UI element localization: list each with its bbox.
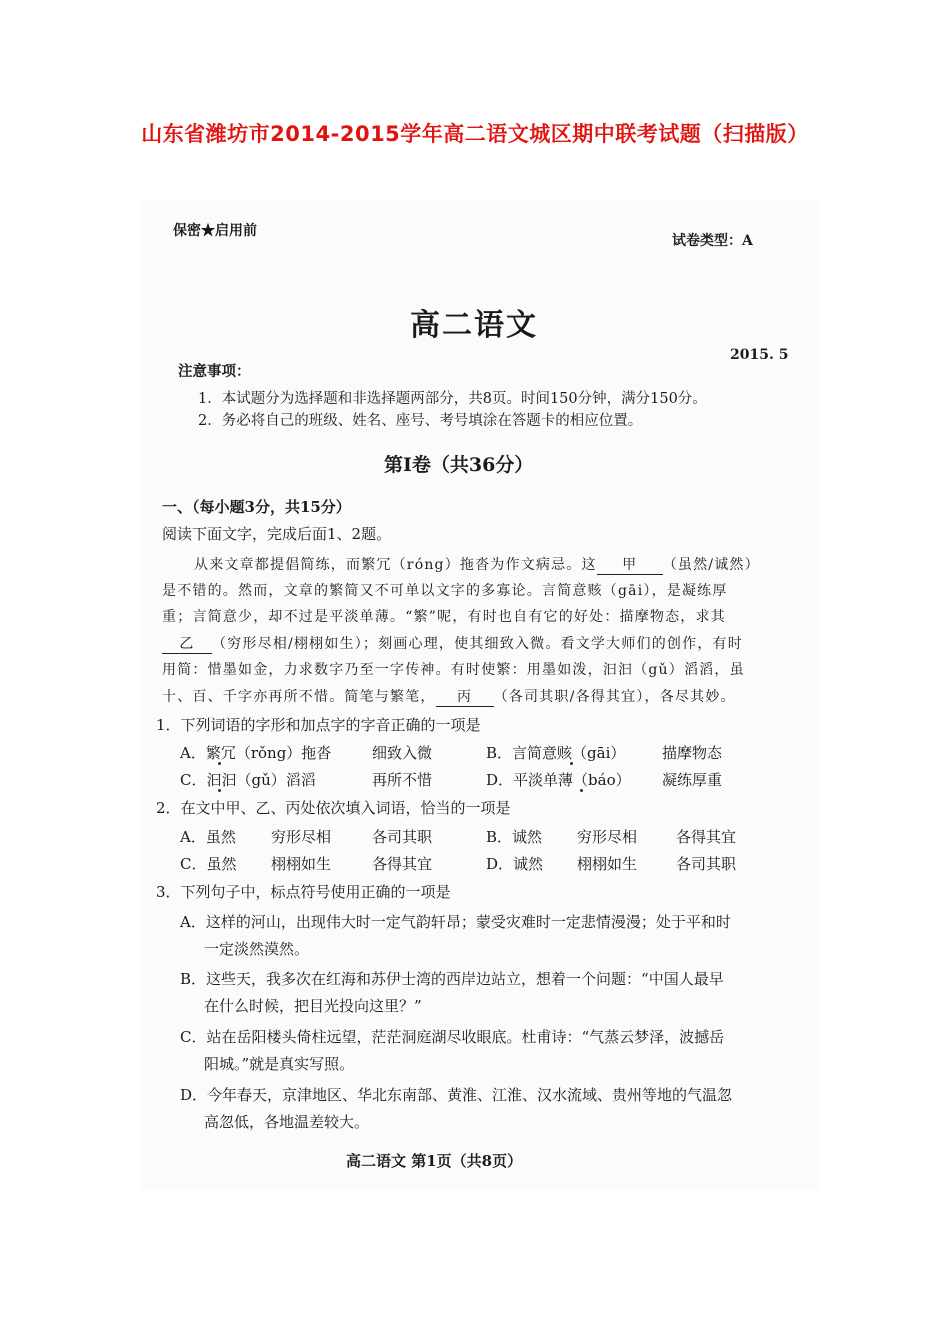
q3-option-c-line-2: 阳城。”就是真实写照。 [204,1055,355,1073]
q3-option-a-line-2: 一定淡然漠然。 [204,940,310,958]
q2-option-d-3: 各司其职 [676,855,737,873]
q1-option-c: C．汩汩（gǔ）滔滔 [180,771,316,789]
question-3-stem: 3．下列句子中，标点符号使用正确的一项是 [156,883,451,901]
q3-option-c-line-1: C．站在岳阳楼头倚柱远望，茫茫洞庭湖尽收眼底。杜甫诗：“气蒸云梦泽，波撼岳 [180,1028,725,1046]
q2-option-c-1: C．虽然 [180,855,237,873]
passage-line-2: 是不错的。然而，文章的繁简又不可单以文字的多寡论。言简意赅（gāi），是凝练厚 [162,583,728,599]
q1-option-b: B．言简意赅（gāi） [486,744,626,762]
blank-yi: 乙 [162,633,212,654]
q2-option-c-2: 栩栩如生 [271,855,332,873]
notice-item-1: 1．本试题分为选择题和非选择题两部分，共8页。时间150分钟，满分150分。 [198,391,707,407]
volume-heading: 第Ⅰ卷（共36分） [384,454,534,476]
q2-option-a-2: 穷形尽相 [271,828,332,846]
passage-line-1: 从来文章都提倡简练，而繁冗（róng）拖沓为作文病忌。这 甲 （虽然/诚然） [194,554,760,575]
emphasis-dot [218,789,221,792]
q1-option-a-word: 细致入微 [372,744,433,762]
q2-option-b-1: B．诚然 [486,828,543,846]
q2-option-b-2: 穷形尽相 [577,828,638,846]
passage-line-6: 十、百、千字亦再所不惜。简笔与繁笔， 丙 （各司其职/各得其宜），各尽其妙。 [162,686,736,707]
q1-option-d-word: 凝练厚重 [662,771,723,789]
page-footer: 高二语文 第1页（共8页） [346,1152,523,1170]
q2-option-d-2: 栩栩如生 [577,855,638,873]
emphasis-dot [570,762,573,765]
q1-option-a: A．繁冗（rǒng）拖沓 [180,744,332,762]
q3-option-d-line-2: 高忽低，各地温差较大。 [204,1113,370,1131]
q3-option-d-line-1: D．今年春天，京津地区、华北东南部、黄淮、江淮、汉水流域、贵州等地的气温忽 [180,1086,733,1104]
exam-date: 2015. 5 [730,347,789,363]
emphasis-dot [580,789,583,792]
scanned-exam-page [140,200,820,1190]
emphasis-dot [218,762,221,765]
notice-item-2: 2．务必将自己的班级、姓名、座号、考号填涂在答题卡的相应位置。 [198,413,643,429]
notice-title: 注意事项： [178,363,251,380]
q2-option-a-3: 各司其职 [372,828,433,846]
q2-option-c-3: 各得其宜 [372,855,433,873]
q1-option-c-word: 再所不惜 [372,771,433,789]
question-1-stem: 1．下列词语的字形和加点字的字音正确的一项是 [156,716,481,734]
q2-option-a-1: A．虽然 [180,828,236,846]
question-2-stem: 2．在文中甲、乙、丙处依次填入词语，恰当的一项是 [156,799,511,817]
q2-option-d-1: D．诚然 [486,855,544,873]
passage-line-4: 乙 （穷形尽相/栩栩如生）；刻画心理，使其细致入微。看文学大师们的创作，有时 [162,633,743,654]
q3-option-a-line-1: A．这样的河山，出现伟大时一定气韵轩昂；蒙受灾难时一定悲情漫漫；处于平和时 [180,913,731,931]
q3-option-b-line-1: B．这些天，我多次在红海和苏伊士湾的西岸边站立，想着一个问题：“中国人最早 [180,970,724,988]
passage-line-5: 用简：惜墨如金，力求数字乃至一字传神。有时使繁：用墨如泼，汩汩（gǔ）滔滔，虽 [162,662,745,678]
q1-option-d: D．平淡单薄（báo） [486,771,631,789]
q1-option-b-word: 描摩物态 [662,744,723,762]
section-1-heading: 一、（每小题3分，共15分） [162,498,351,516]
blank-jia: 甲 [597,554,663,575]
subject-title: 高二语文 [410,308,538,343]
section-1-instruction: 阅读下面文字，完成后面1、2题。 [162,525,392,543]
q3-option-b-line-2: 在什么时候，把目光投向这里？” [204,997,422,1015]
q2-option-b-3: 各得其宜 [676,828,737,846]
document-title: 山东省潍坊市2014-2015学年高二语文城区期中联考试题（扫描版） [141,122,809,146]
blank-bing: 丙 [436,686,494,707]
paper-type-label: 试卷类型：A [672,233,753,249]
passage-line-3: 重；言简意少，却不过是平淡单薄。“繁”呢，有时也自有它的好处：描摩物态，求其 [162,609,726,625]
secrecy-label: 保密★启用前 [173,223,257,239]
